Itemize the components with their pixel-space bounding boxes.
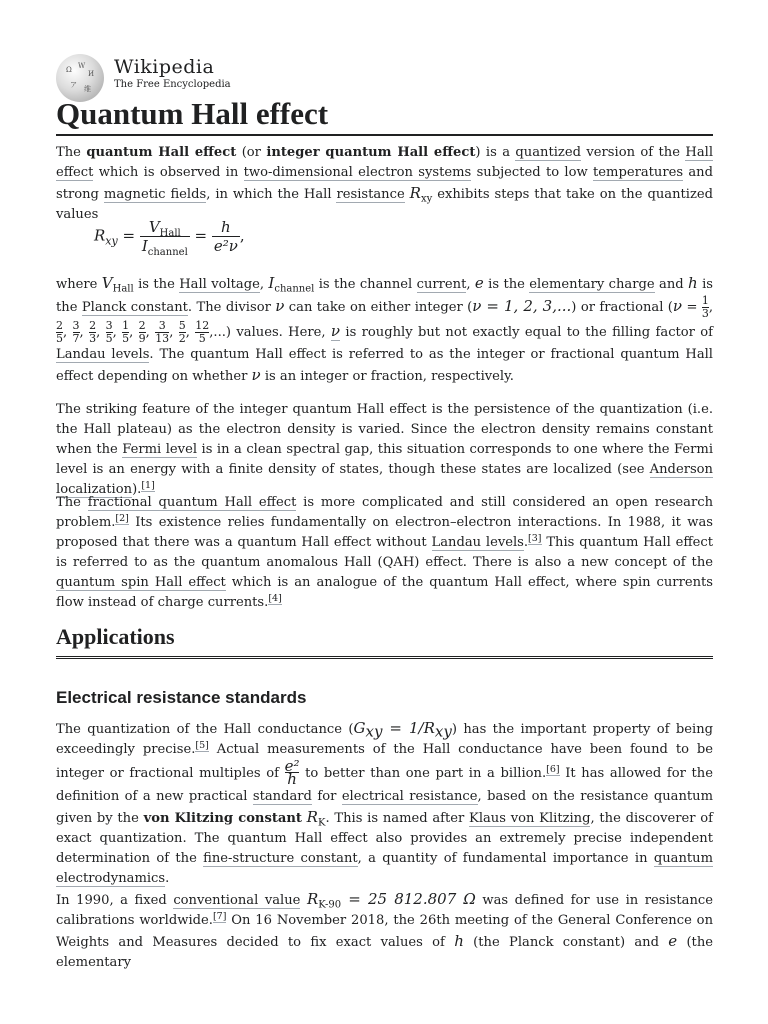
link-quantum-spin-hall[interactable]: quantum spin Hall effect bbox=[56, 575, 226, 590]
fraction-list: $\frac{1}{3}$, $\frac{2}{5}$, $\frac{3}{7}$, $\frac{2}{3}$, $\frac{3}{5}$, $\frac{1}{5}$, $\frac{2}{9}$, $\frac{3}{13}$, $\frac{5}{2}$, $\frac{12}{5}$ bbox=[56, 294, 714, 345]
link-fine-structure-constant[interactable]: fine-structure constant bbox=[203, 851, 358, 866]
ref-6[interactable]: [6] bbox=[546, 763, 560, 775]
link-nu[interactable]: ν bbox=[330, 322, 341, 340]
fraction-item: $\frac{2}{5}$ bbox=[56, 319, 63, 345]
link-hall-voltage[interactable]: Hall voltage bbox=[179, 277, 260, 292]
link-resistance[interactable]: resistance bbox=[336, 187, 405, 202]
link-current[interactable]: current bbox=[416, 277, 467, 292]
ref-2[interactable]: [2] bbox=[115, 512, 129, 524]
fraction-item: $\frac{1}{3}$ bbox=[701, 294, 709, 320]
link-standard[interactable]: standard bbox=[252, 789, 312, 804]
link-2des[interactable]: two-dimensional electron systems bbox=[243, 165, 472, 180]
fraction-item: $\frac{3}{13}$ bbox=[155, 319, 170, 345]
link-magnetic-fields[interactable]: magnetic fields bbox=[103, 187, 207, 202]
fraction-item: $\frac{12}{5}$ bbox=[195, 319, 210, 345]
link-landau-levels-2[interactable]: Landau levels bbox=[431, 535, 524, 550]
conventional-value-paragraph: In 1990, a fixed conventional value $R_{K-90} = 25$ 812.807 Ω was defined for use in resistance calibrations worldwide.[7] On 16 November 2018, the 26th meeting of the General Conference on Weights and Measures decided to fix exact values of h (the Planck constant) and e (the elementary bbox=[56, 890, 714, 970]
fraction-item: $\frac{2}{3}$ bbox=[89, 319, 97, 345]
link-hall-effect[interactable]: Hall effect bbox=[56, 145, 714, 180]
ref-7[interactable]: [7] bbox=[212, 910, 227, 922]
hall-resistance-formula: $R_{xy}$ = $\frac{V_{Hall}}{I_{channel}}$ = $\frac{h}{\text{e²ν}}$ , bbox=[94, 218, 245, 258]
section-heading-applications: Applications bbox=[56, 624, 713, 659]
link-elementary-charge[interactable]: elementary charge bbox=[529, 277, 655, 292]
subsection-heading-resistance-standards: Electrical resistance standards bbox=[56, 688, 307, 707]
wikipedia-wordmark[interactable]: Wikipedia bbox=[114, 56, 215, 78]
resistance-standards-paragraph: The quantization of the Hall conductance $(G_{xy} = 1/R_{xy})$ has the important property of being exceedingly precise.[5] Actual measurements of the Hall conductance have been found to be integer or fractional multiples of $\frac{\text{e²}}{h}$ to better than one part in a billion.[6] It has allowed for the definition of a new practical standard for electrical resistance, based on the resistance quantum given by the von Klitzing constant $R_K$. This is named after Klaus von Klitzing, the discoverer of exact quantization. The quantum Hall effect also provides an extremely precise independent determination of the fine-structure constant, a quantity of fundamental importance in quantum electrodynamics. bbox=[56, 719, 714, 886]
link-landau-levels[interactable]: Landau levels bbox=[56, 347, 150, 362]
fraction-item: $\frac{3}{7}$ bbox=[72, 319, 80, 345]
ref-1[interactable]: [1] bbox=[141, 479, 155, 491]
intro-paragraph: The quantum Hall effect (or integer quantum Hall effect) is a quantized version of the Hall effect which is observed in two-dimensional electron systems subjected to low temperatures and strong magnetic fields, in which the Hall resistance $R_{xy}$ exhibits steps that take on the quantized values bbox=[56, 145, 714, 222]
e2-over-h-fraction: $\frac{\text{e²}}{h}$ bbox=[284, 757, 300, 788]
link-temperatures[interactable]: temperatures bbox=[593, 165, 684, 180]
link-electrical-resistance[interactable]: electrical resistance bbox=[341, 789, 478, 804]
wikipedia-globe-logo-icon[interactable]: Ω W И ア 维 bbox=[56, 54, 104, 102]
link-qed[interactable]: quantum electrodynamics bbox=[56, 851, 713, 886]
ref-5[interactable]: [5] bbox=[195, 739, 209, 751]
definitions-paragraph: where $V_{Hall}$ is the Hall voltage, $I_{channel}$ is the channel current, e is the elementary charge and h is the Planck constant. The divisor ν can take on either integer (ν = 1, 2, 3,...) or fractional (ν = $\frac{1}{3}$, $\frac{2}{5}$, $\frac{3}{7}$, $\frac{2}{3}$, $\frac{3}{5}$, $\frac{1}{5}$, $\frac{2}{9}$, $\frac{3}{13}$, $\frac{5}{2}$, $\frac{12}{5}$,...) values. Here, ν is roughly but not exactly equal to the filling factor of Landau levels. The quantum Hall effect is referred to as the integer or fractional quantum Hall effect depending on whether ν is an integer or fraction, respectively. bbox=[56, 274, 714, 384]
wikipedia-tagline: The Free Encyclopedia bbox=[114, 79, 231, 90]
link-klaus-von-klitzing[interactable]: Klaus von Klitzing bbox=[469, 811, 591, 826]
ref-4[interactable]: [4] bbox=[268, 592, 282, 604]
link-fermi-level[interactable]: Fermi level bbox=[122, 442, 198, 457]
integer-qhe-paragraph: The striking feature of the integer quantum Hall effect is the persistence of the quantization (i.e. the Hall plateau) as the electron density is varied. Since the electron density remains constant when the Fermi level is in a clean spectral gap, this situation corresponds to one where the Fermi level is an energy with a finite density of states, though these states are localized (see Anderson localization).[1] bbox=[56, 402, 714, 497]
fractional-qhe-paragraph: The fractional quantum Hall effect is more complicated and still considered an open research problem.[2] Its existence relies fundamentally on electron–electron interactions. In 1988, it was proposed that there was a quantum Hall effect without Landau levels.[3] This quantum Hall effect is referred to as the quantum anomalous Hall (QAH) effect. There is also a new concept of the quantum spin Hall effect which is an analogue of the quantum Hall effect, where spin currents flow instead of charge currents.[4] bbox=[56, 495, 714, 610]
fraction-item: $\frac{3}{5}$ bbox=[105, 319, 113, 345]
link-anderson-localization[interactable]: Anderson localization bbox=[56, 462, 713, 497]
link-planck-constant[interactable]: Planck constant bbox=[81, 300, 188, 315]
link-fqhe[interactable]: fractional quantum Hall effect bbox=[87, 495, 297, 510]
fraction-item: $\frac{1}{5}$ bbox=[122, 319, 130, 345]
page-title: Quantum Hall effect bbox=[56, 96, 713, 136]
link-conventional-value[interactable]: conventional value bbox=[173, 893, 301, 908]
fraction-item: $\frac{2}{9}$ bbox=[138, 319, 146, 345]
link-quantized[interactable]: quantized bbox=[515, 145, 581, 160]
fraction-item: $\frac{5}{2}$ bbox=[178, 319, 186, 345]
ref-3[interactable]: [3] bbox=[528, 532, 542, 544]
